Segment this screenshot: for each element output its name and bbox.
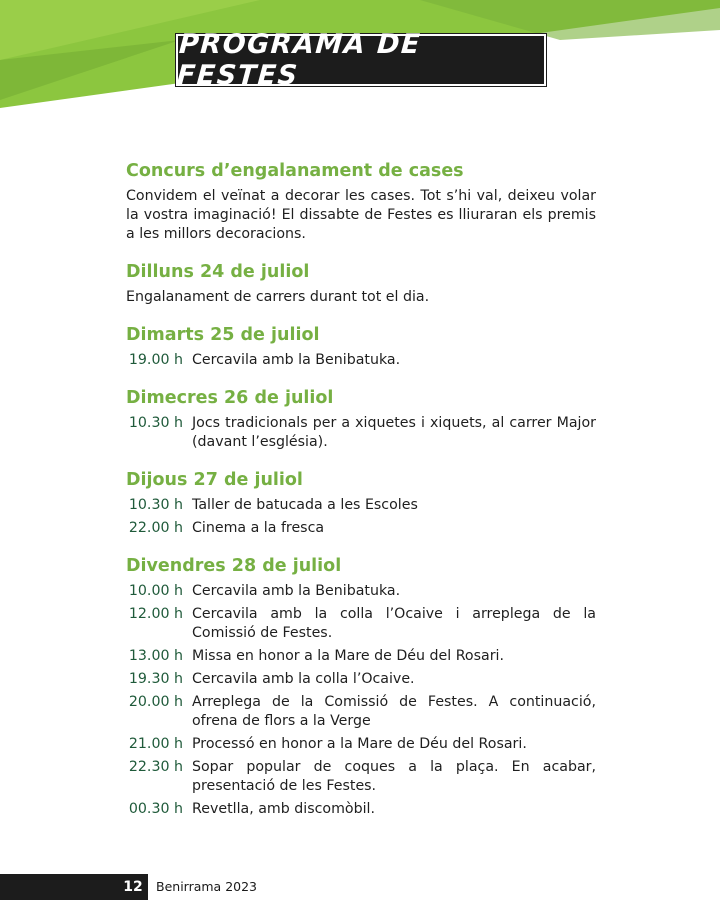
- event-time: 19.00 h: [128, 352, 183, 368]
- event-item: [126, 800, 596, 819]
- event-time: 13.00 h: [128, 648, 183, 664]
- event-time: 00.30 h: [128, 801, 183, 817]
- event-item: [126, 414, 596, 452]
- page-title: PROGRAMA DE FESTES: [175, 29, 423, 91]
- event-item: [126, 758, 596, 796]
- program-content: [126, 160, 596, 836]
- event-description: Arreplega de la Comissió de Festes. A continuació, ofrena de flors a la Verge: [192, 694, 596, 729]
- event-item: [126, 735, 596, 754]
- event-description: Taller de batucada a les Escoles: [192, 497, 418, 513]
- event-item: [126, 519, 596, 538]
- event-time: 22.30 h: [128, 759, 183, 775]
- intro-heading: Concurs d’engalanament de cases: [126, 161, 464, 181]
- day-note: Engalanament de carrers durant tot el dia.: [126, 289, 430, 305]
- event-item: [126, 693, 596, 731]
- event-description: Missa en honor a la Mare de Déu del Rosari.: [192, 648, 504, 664]
- event-description: Cercavila amb la colla l’Ocaive i arreplega de la Comissió de Festes.: [192, 606, 596, 641]
- intro-text: Convidem el veïnat a decorar les cases. Tot s’hi val, deixeu volar la vostra imaginació! El dissabte de Festes es lliuraran els premis a les millors decoracions.: [126, 188, 596, 242]
- event-description: Cercavila amb la Benibatuka.: [192, 583, 401, 599]
- day-heading: Divendres 28 de juliol: [126, 556, 342, 576]
- event-item: [126, 647, 596, 666]
- intro-section: [126, 160, 596, 244]
- event-time: 10.00 h: [128, 583, 183, 599]
- event-description: Revetlla, amb discomòbil.: [192, 801, 375, 817]
- event-time: 10.30 h: [128, 497, 183, 513]
- event-description: Cercavila amb la colla l’Ocaive.: [192, 671, 415, 687]
- footer-label: Benirrama 2023: [156, 879, 258, 894]
- day-heading: Dimarts 25 de juliol: [126, 325, 320, 345]
- event-item: [126, 351, 596, 370]
- day-heading: Dijous 27 de juliol: [126, 470, 303, 490]
- event-list: [126, 414, 596, 452]
- day-section: [126, 261, 596, 307]
- day-section: [126, 387, 596, 452]
- event-time: 10.30 h: [128, 415, 183, 431]
- event-time: 12.00 h: [128, 606, 183, 622]
- event-description: Cercavila amb la Benibatuka.: [192, 352, 401, 368]
- event-item: [126, 670, 596, 689]
- page-footer: [0, 874, 720, 900]
- event-list: [126, 496, 596, 538]
- event-time: 20.00 h: [128, 694, 183, 710]
- event-item: [126, 605, 596, 643]
- day-section: [126, 469, 596, 538]
- event-description: Jocs tradicionals per a xiquetes i xiquets, al carrer Major (davant l’església).: [192, 415, 596, 450]
- day-heading: Dimecres 26 de juliol: [126, 388, 334, 408]
- event-list: [126, 351, 596, 370]
- page-title-box: [175, 29, 546, 91]
- event-time: 19.30 h: [128, 671, 183, 687]
- event-time: 22.00 h: [128, 520, 183, 536]
- page-number: 12: [123, 879, 143, 895]
- day-heading: Dilluns 24 de juliol: [126, 262, 310, 282]
- event-description: Sopar popular de coques a la plaça. En acabar, presentació de les Festes.: [192, 759, 596, 794]
- event-time: 21.00 h: [128, 736, 183, 752]
- event-item: [126, 496, 596, 515]
- event-description: Cinema a la fresca: [192, 520, 325, 536]
- event-description: Processó en honor a la Mare de Déu del Rosari.: [192, 736, 527, 752]
- day-section: [126, 324, 596, 370]
- event-item: [126, 582, 596, 601]
- event-list: [126, 582, 596, 819]
- day-section: [126, 555, 596, 819]
